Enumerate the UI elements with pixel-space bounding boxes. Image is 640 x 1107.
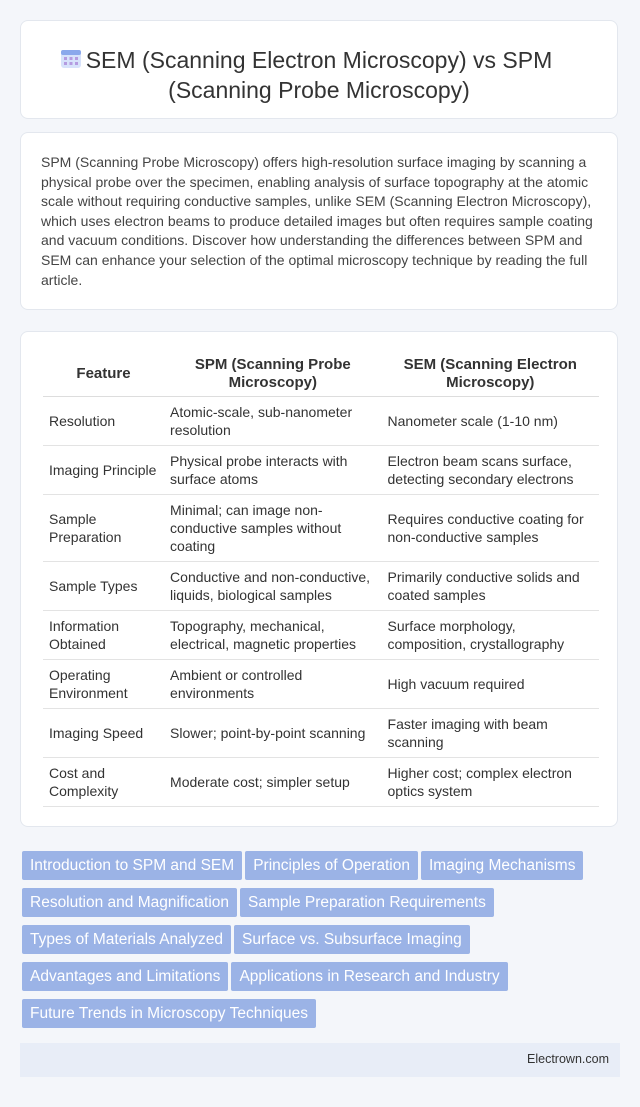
feature-cell: Operating Environment xyxy=(43,660,164,709)
tag-surface-subsurface[interactable]: Surface vs. Subsurface Imaging xyxy=(234,925,470,954)
tag-principles[interactable]: Principles of Operation xyxy=(245,851,418,880)
spm-cell: Slower; point-by-point scanning xyxy=(164,709,381,758)
feature-cell: Sample Types xyxy=(43,562,164,611)
feature-cell: Cost and Complexity xyxy=(43,758,164,807)
comparison-card xyxy=(20,331,618,827)
sem-cell: High vacuum required xyxy=(382,660,599,709)
table-row xyxy=(43,660,599,709)
spm-cell: Topography, mechanical, electrical, magnetic properties xyxy=(164,611,381,660)
sem-cell: Higher cost; complex electron optics system xyxy=(382,758,599,807)
spm-cell: Conductive and non-conductive, liquids, biological samples xyxy=(164,562,381,611)
tag-materials[interactable]: Types of Materials Analyzed xyxy=(22,925,231,954)
table-row xyxy=(43,611,599,660)
sem-cell: Nanometer scale (1-10 nm) xyxy=(382,397,599,446)
page-title: SEM (Scanning Electron Microscopy) vs SPM (Scanning Probe Microscopy) xyxy=(85,47,553,103)
header-feature: Feature xyxy=(43,352,164,397)
intro-paragraph: SPM (Scanning Probe Microscopy) offers high-resolution surface imaging by scanning a physical probe over the specimen, enabling analysis of surface topography at the atomic scale without requiring conductive samples, unlike SEM (Scanning Electron Microscopy), which uses electron beams to produce detailed images but often requires sample coating and vacuum conditions. Discover how understanding the differences between SPM and SEM can enhance your selection of the optimal microscopy technique by reading the full article. xyxy=(41,154,593,288)
sem-cell: Requires conductive coating for non-conductive samples xyxy=(382,495,599,562)
sem-cell: Faster imaging with beam scanning xyxy=(382,709,599,758)
spm-cell: Minimal; can image non-conductive samples without coating xyxy=(164,495,381,562)
sem-cell: Electron beam scans surface, detecting secondary electrons xyxy=(382,446,599,495)
tag-resolution[interactable]: Resolution and Magnification xyxy=(22,888,237,917)
table-row xyxy=(43,446,599,495)
tag-applications[interactable]: Applications in Research and Industry xyxy=(231,962,507,991)
table-row xyxy=(43,562,599,611)
sem-cell: Surface morphology, composition, crystallography xyxy=(382,611,599,660)
footer xyxy=(20,1043,620,1077)
feature-cell: Imaging Principle xyxy=(43,446,164,495)
spm-cell: Atomic-scale, sub-nanometer resolution xyxy=(164,397,381,446)
feature-cell: Imaging Speed xyxy=(43,709,164,758)
footer-site-link[interactable]: Electrown.com xyxy=(527,1052,609,1066)
header-spm: SPM (Scanning Probe Microscopy) xyxy=(164,352,381,397)
table-row xyxy=(43,758,599,807)
comparison-table xyxy=(43,352,599,807)
tag-sample-preparation[interactable]: Sample Preparation Requirements xyxy=(240,888,494,917)
spm-cell: Physical probe interacts with surface atoms xyxy=(164,446,381,495)
title-card xyxy=(20,20,618,119)
table-row xyxy=(43,397,599,446)
tag-future-trends[interactable]: Future Trends in Microscopy Techniques xyxy=(22,999,316,1028)
spm-cell: Ambient or controlled environments xyxy=(164,660,381,709)
tag-imaging-mechanisms[interactable]: Imaging Mechanisms xyxy=(421,851,583,880)
topic-tags xyxy=(22,851,622,1036)
intro-card xyxy=(20,132,618,310)
sem-cell: Primarily conductive solids and coated samples xyxy=(382,562,599,611)
header-sem: SEM (Scanning Electron Microscopy) xyxy=(382,352,599,397)
table-row xyxy=(43,495,599,562)
feature-cell: Information Obtained xyxy=(43,611,164,660)
feature-cell: Resolution xyxy=(43,397,164,446)
feature-cell: Sample Preparation xyxy=(43,495,164,562)
table-header-row xyxy=(43,352,599,397)
table-row xyxy=(43,709,599,758)
spm-cell: Moderate cost; simpler setup xyxy=(164,758,381,807)
tag-introduction[interactable]: Introduction to SPM and SEM xyxy=(22,851,242,880)
tag-advantages[interactable]: Advantages and Limitations xyxy=(22,962,228,991)
